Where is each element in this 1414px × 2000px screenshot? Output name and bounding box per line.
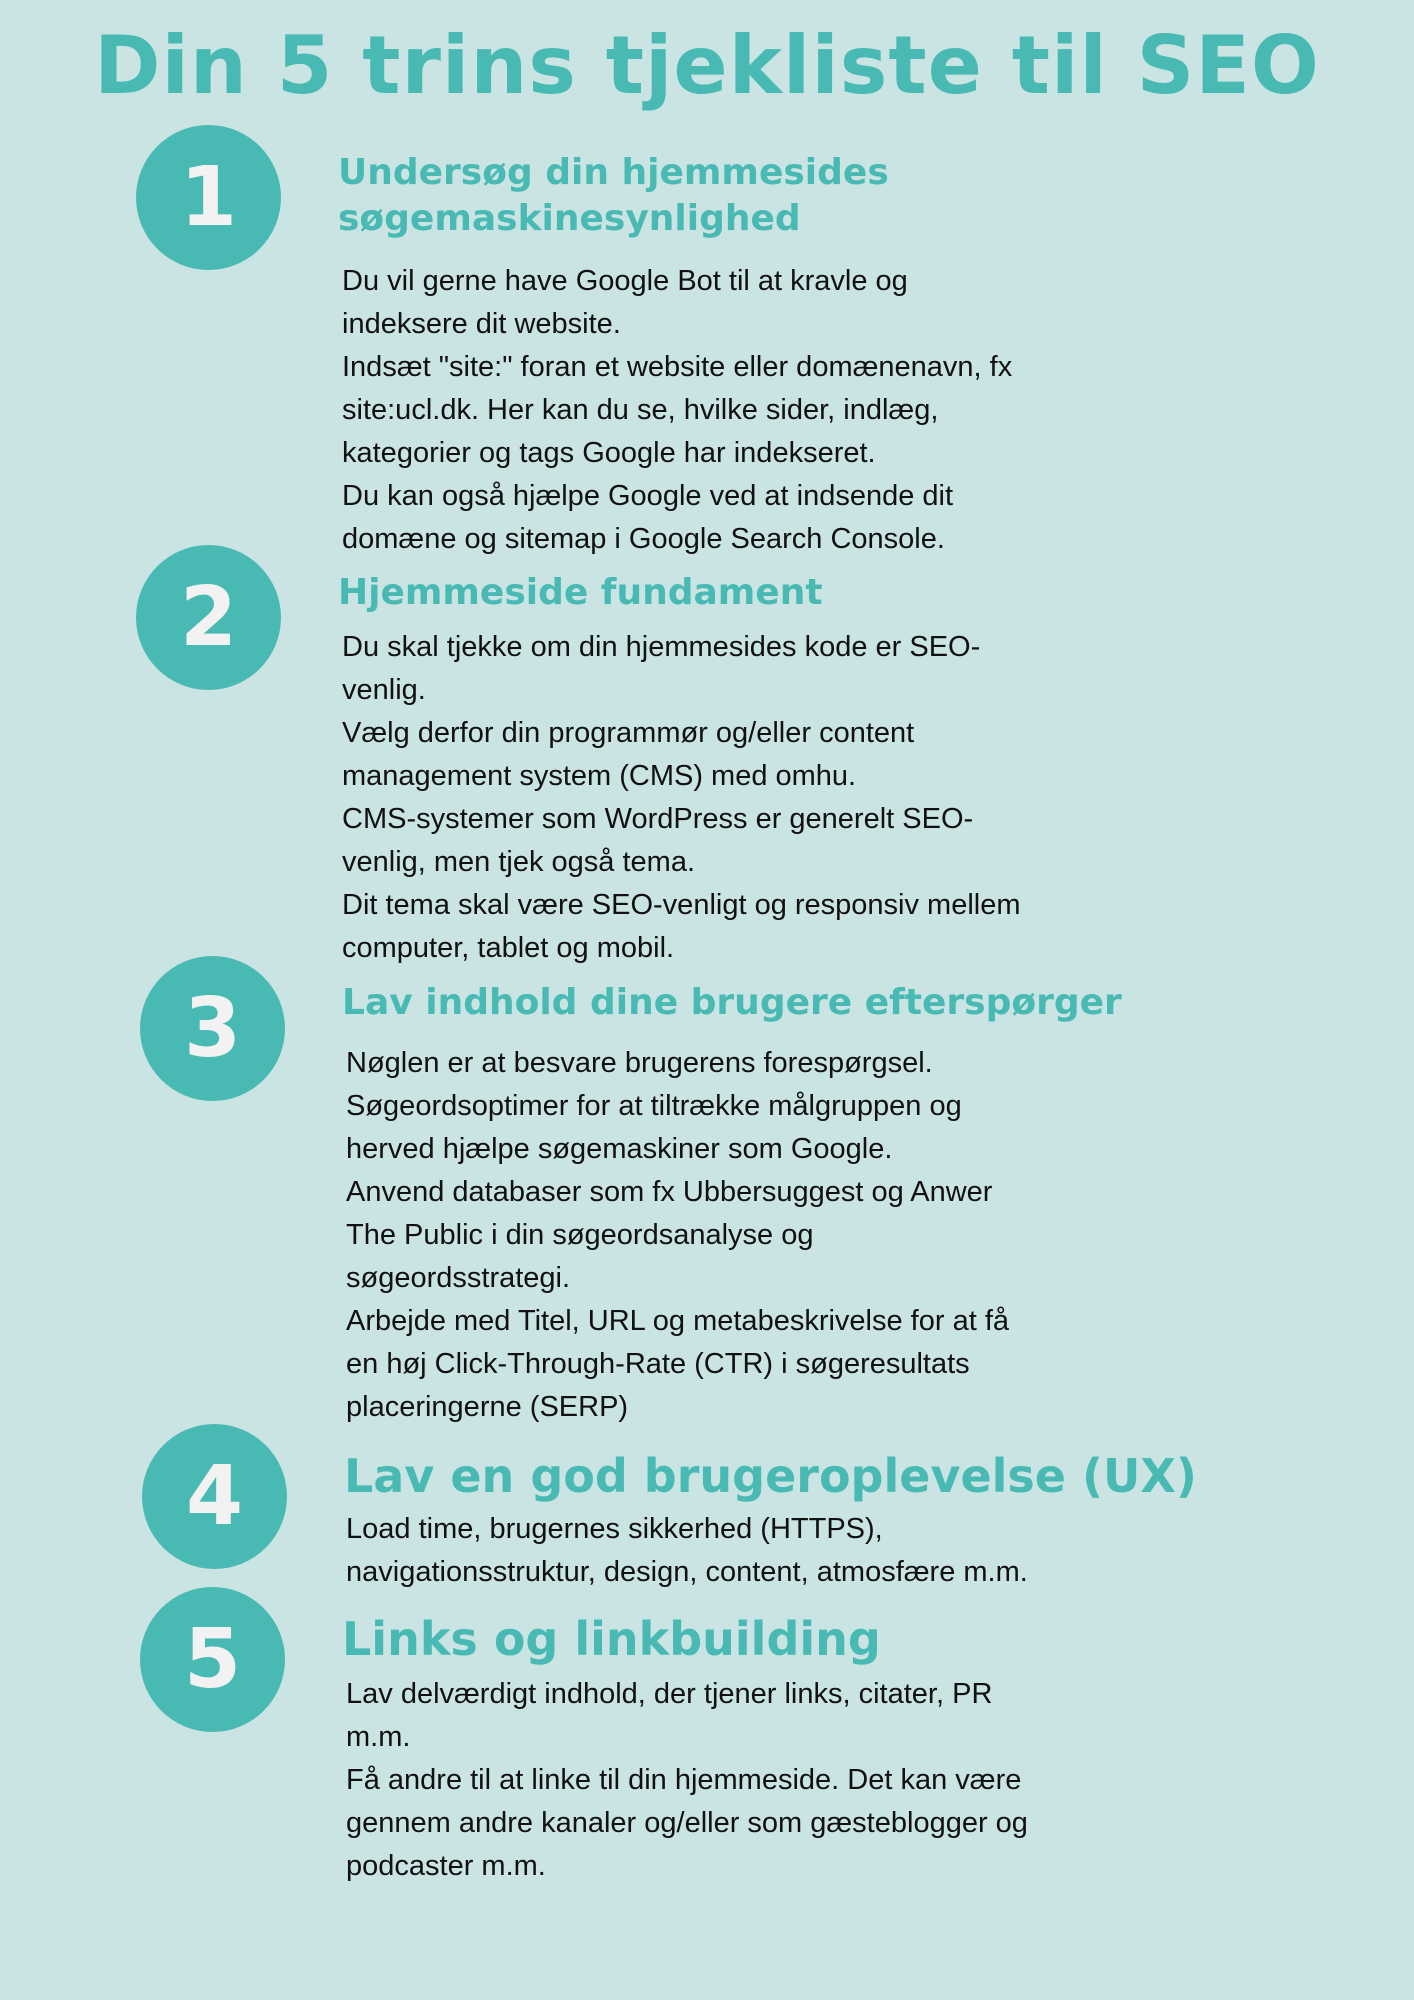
body-line: Indsæt "site:" foran et website eller domænenavn, fx (342, 351, 1013, 383)
body-line: Nøglen er at besvare brugerens forespørgsel. (346, 1047, 933, 1079)
body-line: Få andre til at linke til din hjemmeside. Det kan være (346, 1764, 1022, 1796)
body-line: computer, tablet og mobil. (342, 932, 675, 964)
body-line: Lav delværdigt indhold, der tjener links, citater, PR (346, 1678, 993, 1710)
body-line: management system (CMS) med omhu. (342, 760, 857, 792)
heading-line: Lav en god brugeroplevelse (UX) (344, 1449, 1197, 1503)
body-line: m.m. (346, 1721, 411, 1753)
body-line: domæne og sitemap i Google Search Console. (342, 523, 945, 555)
heading-line: Links og linkbuilding (342, 1612, 881, 1666)
page-title: Din 5 trins tjekliste til SEO (94, 19, 1320, 112)
body-line: søgeordsstrategi. (346, 1262, 571, 1294)
step-2-heading (338, 570, 823, 616)
step-3-body (346, 1042, 1116, 1429)
body-line: placeringerne (SERP) (346, 1391, 629, 1423)
body-line: Du kan også hjælpe Google ved at indsende dit (342, 480, 954, 512)
body-line: herved hjælpe søgemaskiner som Google. (346, 1133, 893, 1165)
step-number-badge: 2 (136, 545, 281, 690)
body-line: indeksere dit website. (342, 308, 621, 340)
body-line: Arbejde med Titel, URL og metabeskrivelse for at få (346, 1305, 1010, 1337)
body-line: Søgeordsoptimer for at tiltrække målgruppen og (346, 1090, 962, 1122)
body-line: The Public i din søgeordsanalyse og (346, 1219, 814, 1251)
step-number-badge: 3 (140, 956, 285, 1101)
step-3-heading (342, 980, 1122, 1026)
body-line: Vælg derfor din programmør og/eller content (342, 717, 915, 749)
body-line: Du vil gerne have Google Bot til at kravle og (342, 265, 908, 297)
body-line: en høj Click-Through-Rate (CTR) i søgeresultats (346, 1348, 970, 1380)
step-4-heading (344, 1448, 1197, 1504)
body-line: gennem andre kanaler og/eller som gæsteblogger og (346, 1807, 1028, 1839)
step-2-body (342, 626, 1112, 970)
body-line: Anvend databaser som fx Ubbersuggest og Anwer (346, 1176, 993, 1208)
step-number-badge: 4 (142, 1424, 287, 1569)
body-line: CMS-systemer som WordPress er generelt SEO- (342, 803, 974, 835)
body-line: venlig. (342, 674, 426, 706)
step-1-heading (338, 150, 889, 242)
step-1-body (342, 260, 1112, 561)
body-line: site:ucl.dk. Her kan du se, hvilke sider, indlæg, (342, 394, 939, 426)
step-number-badge: 1 (136, 125, 281, 270)
step-4-body (346, 1508, 1116, 1594)
body-line: venlig, men tjek også tema. (342, 846, 696, 878)
heading-line: Undersøg din hjemmesides (338, 152, 889, 193)
step-number-badge: 5 (140, 1587, 285, 1732)
heading-line: Hjemmeside fundament (338, 572, 823, 613)
heading-line: Lav indhold dine brugere efterspørger (342, 982, 1122, 1023)
step-5-heading (342, 1611, 881, 1667)
body-line: Du skal tjekke om din hjemmesides kode er SEO- (342, 631, 981, 663)
body-line: podcaster m.m. (346, 1850, 546, 1882)
body-line: Load time, brugernes sikkerhed (HTTPS), (346, 1513, 883, 1545)
body-line: kategorier og tags Google har indekseret. (342, 437, 876, 469)
body-line: Dit tema skal være SEO-venligt og responsiv mellem (342, 889, 1021, 921)
body-line: navigationsstruktur, design, content, atmosfære m.m. (346, 1556, 1028, 1588)
heading-line: søgemaskinesynlighed (338, 198, 801, 239)
step-5-body (346, 1673, 1116, 1888)
